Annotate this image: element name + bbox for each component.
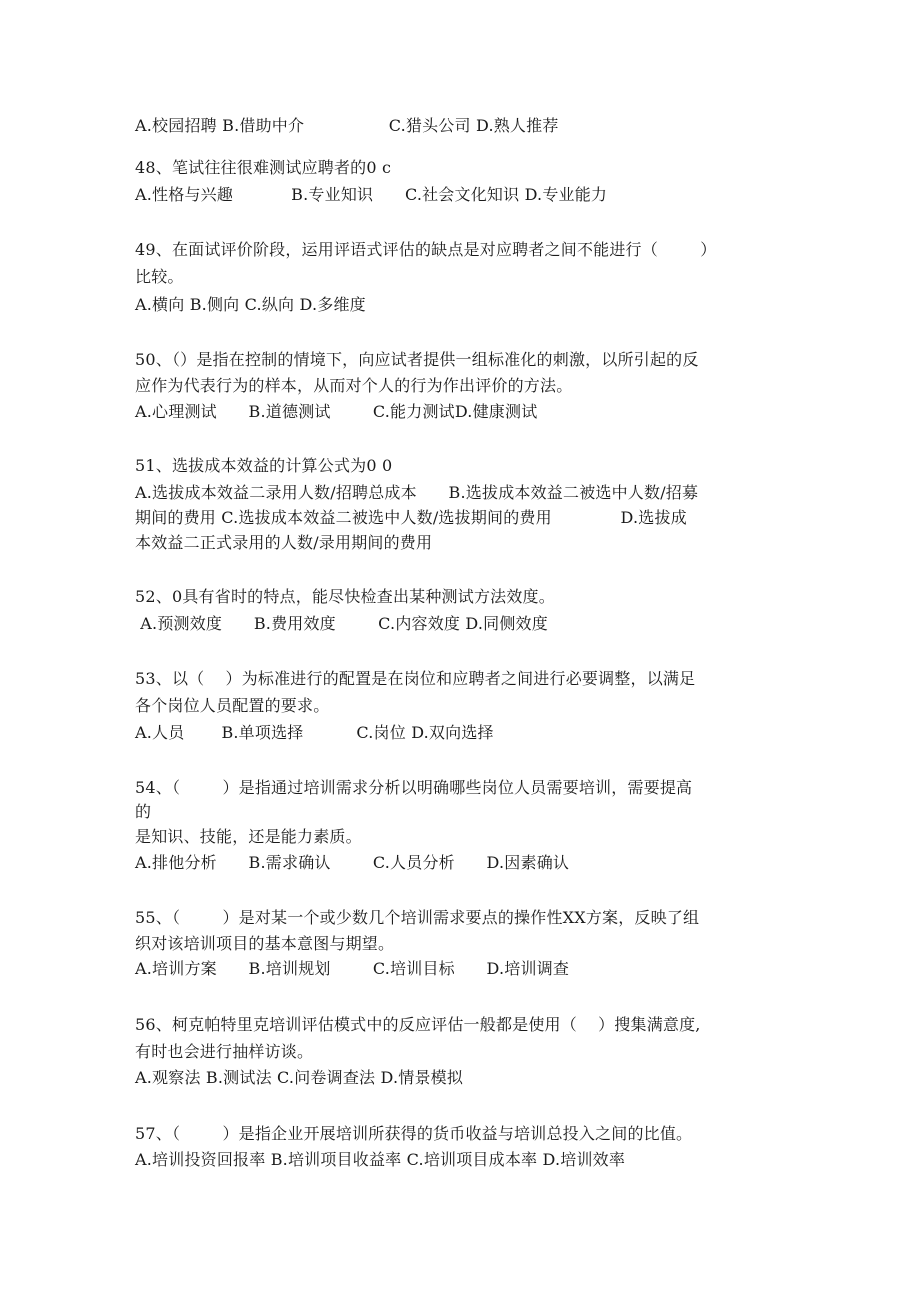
q56-options: A.观察法 B.测试法 C.问卷调查法 D.情景模拟 [135,1068,464,1087]
q54-stem-line1: 54、（ ）是指通过培训需求分析以明确哪些岗位人员需要培训，需要提高 [135,778,693,797]
q51-options-line2: 期间的费用 C.选拔成本效益二被选中人数/选拔期间的费用 D.选拔成 [135,508,687,527]
q55-options: A.培训方案 B.培训规划 C.培训目标 D.培训调查 [135,959,570,978]
q48-options: A.性格与兴趣 B.专业知识 C.社会文化知识 D.专业能力 [135,185,608,204]
q51-options-line3: 本效益二正式录用的人数/录用期间的费用 [135,533,433,552]
q56-stem-line1: 56、柯克帕特里克培训评估模式中的反应评估一般都是使用（ ）搜集满意度, [135,1015,701,1034]
q54-stem-line2: 的 [135,802,152,821]
q55-stem-line1: 55、（ ）是对某一个或少数几个培训需求要点的操作性XX方案，反映了组 [135,908,700,927]
q55-stem-line2: 织对该培训项目的基本意图与期望。 [135,934,395,953]
q57-stem: 57、（ ）是指企业开展培训所获得的货币收益与培训总投入之间的比值。 [135,1124,693,1143]
q51-options-line1: A.选拔成本效益二录用人数/招聘总成本 B.选拔成本效益二被选中人数/招募 [135,483,699,502]
q49-stem-line2: 比较。 [135,267,184,286]
q53-stem-line1: 53、以（ ）为标准进行的配置是在岗位和应聘者之间进行必要调整，以满足 [135,669,696,688]
q50-options: A.心理测试 B.道德测试 C.能力测试D.健康测试 [135,402,538,421]
q48-stem: 48、笔试往往很难测试应聘者的0 c [135,158,392,177]
q56-stem-line2: 有时也会进行抽样访谈。 [135,1042,314,1061]
q53-options: A.人员 B.单项选择 C.岗位 D.双向选择 [135,723,494,742]
q52-stem: 52、0具有省时的特点，能尽快检查出某种测试方法效度。 [135,587,555,606]
q47-options: A.校园招聘 B.借助中介 C.猎头公司 D.熟人推荐 [135,116,559,135]
q50-stem-line2: 应作为代表行为的样本，从而对个人的行为作出评价的方法。 [135,376,573,395]
q57-options: A.培训投资回报率 B.培训项目收益率 C.培训项目成本率 D.培训效率 [135,1150,626,1169]
q54-stem-line3: 是知识、技能，还是能力素质。 [135,827,362,846]
q51-stem: 51、选拔成本效益的计算公式为0 0 [135,456,393,475]
q50-stem-line1: 50、（）是指在控制的情境下，向应试者提供一组标准化的刺激，以所引起的反 [135,350,699,369]
q53-stem-line2: 各个岗位人员配置的要求。 [135,696,330,715]
q49-stem-line1: 49、在面试评价阶段，运用评语式评估的缺点是对应聘者之间不能进行（ ） [135,240,717,259]
q52-options: A.预测效度 B.费用效度 C.内容效度 D.同侧效度 [135,614,548,633]
q54-options: A.排他分析 B.需求确认 C.人员分析 D.因素确认 [135,853,570,872]
q49-options: A.横向 B.侧向 C.纵向 D.多维度 [135,295,366,314]
